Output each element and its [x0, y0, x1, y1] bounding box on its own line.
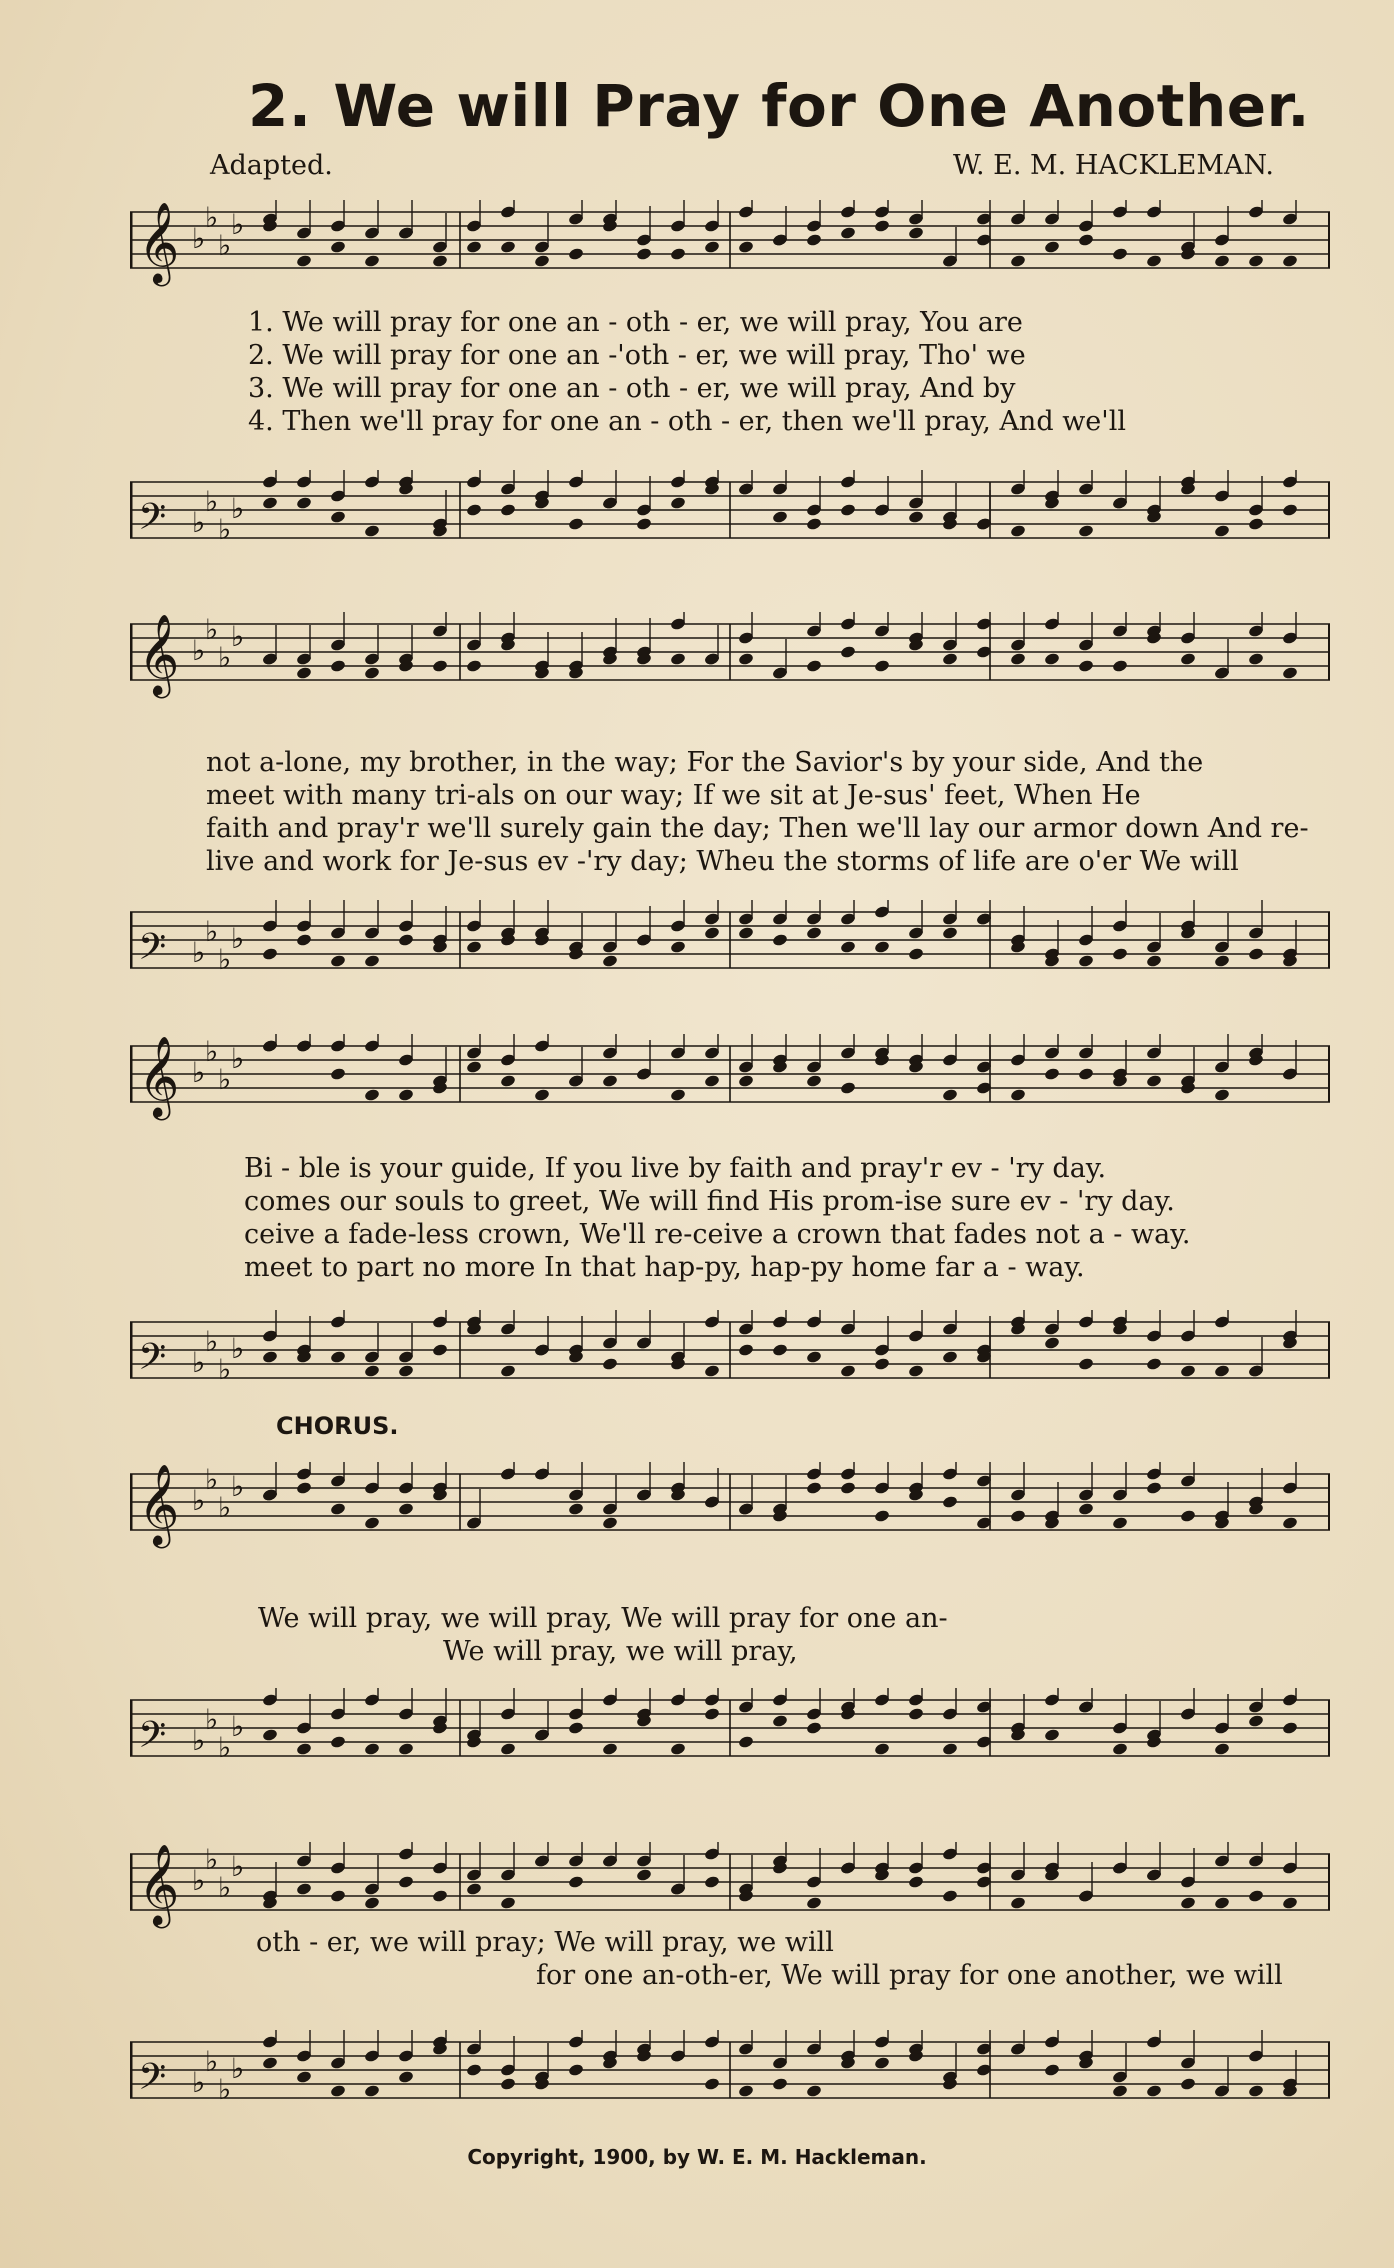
flat-icon: ♭ — [218, 1353, 232, 1386]
flat-icon: ♭ — [218, 1731, 232, 1764]
treble-staff-2 — [130, 612, 1340, 702]
treble-staff-3 — [130, 1034, 1340, 1124]
treble-staff-graphic — [130, 200, 1340, 290]
treble-staff-graphic — [130, 1842, 1340, 1932]
flat-icon: ♭ — [205, 613, 219, 646]
chorus-lyrics-1 — [258, 1602, 948, 1668]
chorus-line-3: oth - er, we will pray; We will pray, we will — [256, 1927, 834, 1958]
flat-icon: ♭ — [231, 492, 245, 525]
flat-icon: ♭ — [218, 1871, 232, 1904]
flat-icon: ♭ — [231, 620, 245, 653]
flat-icon: ♭ — [231, 208, 245, 241]
flat-icon: ♭ — [205, 915, 219, 948]
verse-4-line: live and work for Je-sus ev -'ry day; Wheu the storms of life are o'er We will — [206, 846, 1239, 877]
flat-icon: ♭ — [192, 1724, 206, 1757]
hymn-number: 2. — [248, 72, 312, 140]
verse-lyrics-system-3 — [244, 1152, 1190, 1284]
bass-clef-icon: 𝄢 — [138, 926, 167, 977]
verse-3-line: faith and pray'r we'll surely gain the day; Then we'll lay our armor down And re- — [206, 813, 1309, 844]
verse-lyrics-system-2 — [206, 746, 1309, 878]
flat-icon: ♭ — [192, 1484, 206, 1517]
hymn-title-text: We will Pray for One Another. — [333, 72, 1310, 140]
bass-staff-graphic — [130, 1310, 1340, 1400]
bass-staff-3 — [130, 1310, 1340, 1400]
flat-icon: ♭ — [205, 201, 219, 234]
bass-staff-1 — [130, 470, 1340, 560]
flat-icon: ♭ — [218, 1063, 232, 1096]
treble-clef-icon: 𝄞 — [138, 1463, 180, 1545]
flat-icon: ♭ — [231, 1710, 245, 1743]
flat-icon: ♭ — [192, 1864, 206, 1897]
treble-staff-graphic — [130, 1034, 1340, 1124]
bass-staff-graphic — [130, 2030, 1340, 2120]
flat-icon: ♭ — [192, 1346, 206, 1379]
treble-staff-5 — [130, 1842, 1340, 1932]
verse-3-line: 3. We will pray for one an - oth - er, we will pray, And by — [248, 373, 1016, 404]
flat-icon: ♭ — [231, 1850, 245, 1883]
verse-1-line: not a-lone, my brother, in the way; For the Savior's by your side, And the — [206, 747, 1204, 778]
verse-1-line: Bi - ble is your guide, If you live by faith and pray'r ev - 'ry day. — [244, 1153, 1107, 1184]
bass-clef-icon: 𝄢 — [138, 1336, 167, 1387]
flat-icon: ♭ — [218, 229, 232, 262]
verse-4-line: 4. Then we'll pray for one an - oth - er, then we'll pray, And we'll — [248, 406, 1126, 437]
bass-staff-5 — [130, 2030, 1340, 2120]
flat-icon: ♭ — [192, 222, 206, 255]
flat-icon: ♭ — [231, 1470, 245, 1503]
hymn-title — [248, 72, 1310, 140]
flat-icon: ♭ — [205, 1703, 219, 1736]
treble-staff-graphic — [130, 1462, 1340, 1552]
flat-icon: ♭ — [231, 1332, 245, 1365]
bass-staff-graphic — [130, 470, 1340, 560]
treble-clef-icon: 𝄞 — [138, 201, 180, 283]
flat-icon: ♭ — [192, 506, 206, 539]
treble-clef-icon: 𝄞 — [138, 1843, 180, 1925]
verse-2-line: comes our souls to greet, We will find His prom-ise sure ev - 'ry day. — [244, 1186, 1175, 1217]
flat-icon: ♭ — [205, 1843, 219, 1876]
chorus-label: CHORUS. — [276, 1412, 399, 1440]
flat-icon: ♭ — [231, 1042, 245, 1075]
lyricist-credit: Adapted. — [210, 150, 333, 181]
chorus-lyrics-2 — [256, 1926, 1283, 1992]
flat-icon: ♭ — [218, 641, 232, 674]
bass-staff-graphic — [130, 900, 1340, 990]
treble-staff-graphic — [130, 612, 1340, 702]
bass-staff-4 — [130, 1688, 1340, 1778]
flat-icon: ♭ — [231, 922, 245, 955]
flat-icon: ♭ — [205, 2045, 219, 2078]
flat-icon: ♭ — [192, 936, 206, 969]
flat-icon: ♭ — [192, 1056, 206, 1089]
flat-icon: ♭ — [218, 1491, 232, 1524]
verse-4-line: meet to part no more In that hap-py, hap-py home far a - way. — [244, 1252, 1085, 1283]
flat-icon: ♭ — [218, 2073, 232, 2106]
bass-staff-graphic — [130, 1688, 1340, 1778]
bass-clef-icon: 𝄢 — [138, 496, 167, 547]
treble-staff-1 — [130, 200, 1340, 290]
verse-2-line: meet with many tri-als on our way; If we sit at Je-sus' feet, When He — [206, 780, 1141, 811]
chorus-line-1: We will pray, we will pray, We will pray for one an- — [258, 1603, 948, 1634]
flat-icon: ♭ — [205, 1035, 219, 1068]
flat-icon: ♭ — [205, 1463, 219, 1496]
chorus-line-4: for one an-oth-er, We will pray for one another, we will — [536, 1960, 1283, 1991]
bass-staff-2 — [130, 900, 1340, 990]
flat-icon: ♭ — [231, 2052, 245, 2085]
flat-icon: ♭ — [218, 513, 232, 546]
treble-clef-icon: 𝄞 — [138, 1035, 180, 1117]
composer-credit: W. E. M. HACKLEMAN. — [952, 150, 1274, 181]
treble-clef-icon: 𝄞 — [138, 613, 180, 695]
verse-lyrics-system-1 — [248, 306, 1126, 438]
flat-icon: ♭ — [218, 943, 232, 976]
verse-2-line: 2. We will pray for one an -'oth - er, we will pray, Tho' we — [248, 340, 1026, 371]
flat-icon: ♭ — [205, 1325, 219, 1358]
verse-3-line: ceive a fade-less crown, We'll re-ceive a crown that fades not a - way. — [244, 1219, 1191, 1250]
bass-clef-icon: 𝄢 — [138, 2056, 167, 2107]
chorus-line-2: We will pray, we will pray, — [443, 1636, 798, 1667]
flat-icon: ♭ — [205, 485, 219, 518]
verse-1-line: 1. We will pray for one an - oth - er, we will pray, You are — [248, 307, 1023, 338]
bass-clef-icon: 𝄢 — [138, 1714, 167, 1765]
treble-staff-4 — [130, 1462, 1340, 1552]
flat-icon: ♭ — [192, 634, 206, 667]
copyright-notice: Copyright, 1900, by W. E. M. Hackleman. — [467, 2145, 927, 2169]
flat-icon: ♭ — [192, 2066, 206, 2099]
